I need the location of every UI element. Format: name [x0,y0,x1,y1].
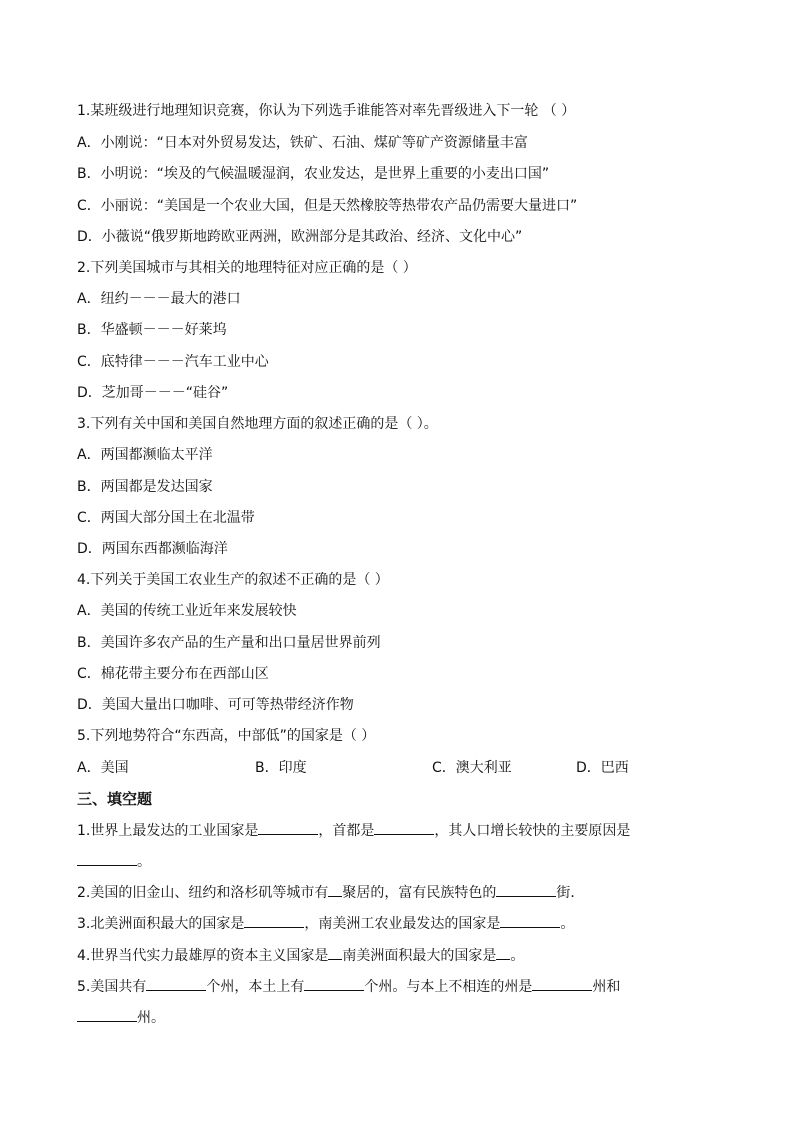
question-3-option-a: A．两国都濒临太平洋 [77,447,213,463]
fill-5-text-d: 州和 [592,979,621,995]
answer-blank[interactable] [374,820,434,835]
fill-4-text-b: 南美洲面积最大的国家是 [342,948,497,964]
question-4-option-c: C．棉花带主要分布在西部山区 [77,666,269,682]
fill-question-4 [77,945,717,966]
question-4-stem: 4.下列关于美国工农业生产的叙述不正确的是（ ） [77,572,389,588]
answer-blank[interactable] [328,882,342,897]
answer-blank[interactable] [146,976,206,991]
answer-blank[interactable] [304,976,364,991]
question-5-option-d: D．巴西 [576,760,629,776]
question-1-option-d: D．小薇说“俄罗斯地跨欧亚两洲，欧洲部分是其政治、经济、文化中心” [77,229,523,245]
answer-blank[interactable] [500,913,560,928]
fill-1-text-b: ，首都是 [318,823,375,839]
answer-blank[interactable] [496,945,510,960]
question-3-option-c: C．两国大部分国土在北温带 [77,510,255,526]
fill-3-text-c: 。 [560,916,575,932]
answer-blank[interactable] [77,1007,137,1022]
fill-question-5 [77,976,717,997]
question-5-option-b: B．印度 [255,760,307,776]
question-3-option-b: B．两国都是发达国家 [77,479,213,495]
answer-blank[interactable] [77,851,137,866]
question-4-option-a: A．美国的传统工业近年来发展较快 [77,603,297,619]
answer-blank[interactable] [244,913,304,928]
fill-5-text-c: 个州。与本上不相连的州是 [364,979,533,995]
fill-question-5-continued [77,1007,717,1028]
question-4-option-b: B．美国许多农产品的生产量和出口量居世界前列 [77,635,381,651]
fill-3-text-b: ，南美洲工农业最发达的国家是 [304,916,501,932]
question-1-option-a: A．小刚说：“日本对外贸易发达，铁矿、石油、煤矿等矿产资源储量丰富 [77,135,528,151]
section-title: 三、填空题 [77,790,153,808]
answer-blank[interactable] [328,945,342,960]
answer-blank[interactable] [258,820,318,835]
fill-question-1 [77,820,717,841]
fill-question-3 [77,913,717,934]
question-2-stem: 2.下列美国城市与其相关的地理特征对应正确的是（ ） [77,260,417,276]
answer-blank[interactable] [532,976,592,991]
fill-question-2 [77,882,717,903]
fill-2-text-b: 聚居的，富有民族特色的 [342,885,497,901]
question-2-option-d: D．芝加哥－－－“硅谷” [77,385,229,401]
fill-4-text-a: 4.世界当代实力最雄厚的资本主义国家是 [77,948,329,964]
question-1-stem: 1.某班级进行地理知识竞赛，你认为下列选手谁能答对率先晋级进入下一轮 （ ） [77,103,576,119]
answer-blank[interactable] [496,882,556,897]
question-2-option-a: A．纽约－－－最大的港口 [77,291,241,307]
question-5-option-a: A．美国 [77,760,129,776]
question-2-option-c: C．底特律－－－汽车工业中心 [77,354,269,370]
question-3-option-d: D．两国东西都濒临海洋 [77,541,228,557]
question-1-option-c: C．小丽说：“美国是一个农业大国，但是天然橡胶等热带农产品仍需要大量进口” [77,198,578,214]
fill-5-text-b: 个州，本土上有 [206,979,305,995]
question-2-option-b: B．华盛顿－－－好莱坞 [77,322,227,338]
fill-5-text-a: 5.美国共有 [77,979,147,995]
fill-3-text-a: 3.北美洲面积最大的国家是 [77,916,245,932]
fill-1-text-d: 。 [137,854,151,870]
fill-2-text-a: 2.美国的旧金山、纽约和洛杉矶等城市有 [77,885,329,901]
fill-1-text-a: 1.世界上最发达的工业国家是 [77,823,259,839]
fill-2-text-c: 街． [556,885,585,901]
question-4-option-d: D．美国大量出口咖啡、可可等热带经济作物 [77,697,354,713]
fill-question-1-continued [77,851,717,872]
question-3-stem: 3.下列有关中国和美国自然地理方面的叙述正确的是（ ）。 [77,416,438,432]
fill-4-text-c: 。 [510,948,525,964]
question-5-option-c: C．澳大利亚 [432,760,512,776]
question-5-stem: 5.下列地势符合“东西高，中部低”的国家是（ ） [77,728,376,744]
question-1-option-b: B．小明说：“埃及的气候温暖湿润，农业发达，是世界上重要的小麦出口国” [77,166,550,182]
fill-1-text-c: ，其人口增长较快的主要原因是 [434,823,631,839]
fill-5-text-e: 州。 [137,1010,165,1026]
